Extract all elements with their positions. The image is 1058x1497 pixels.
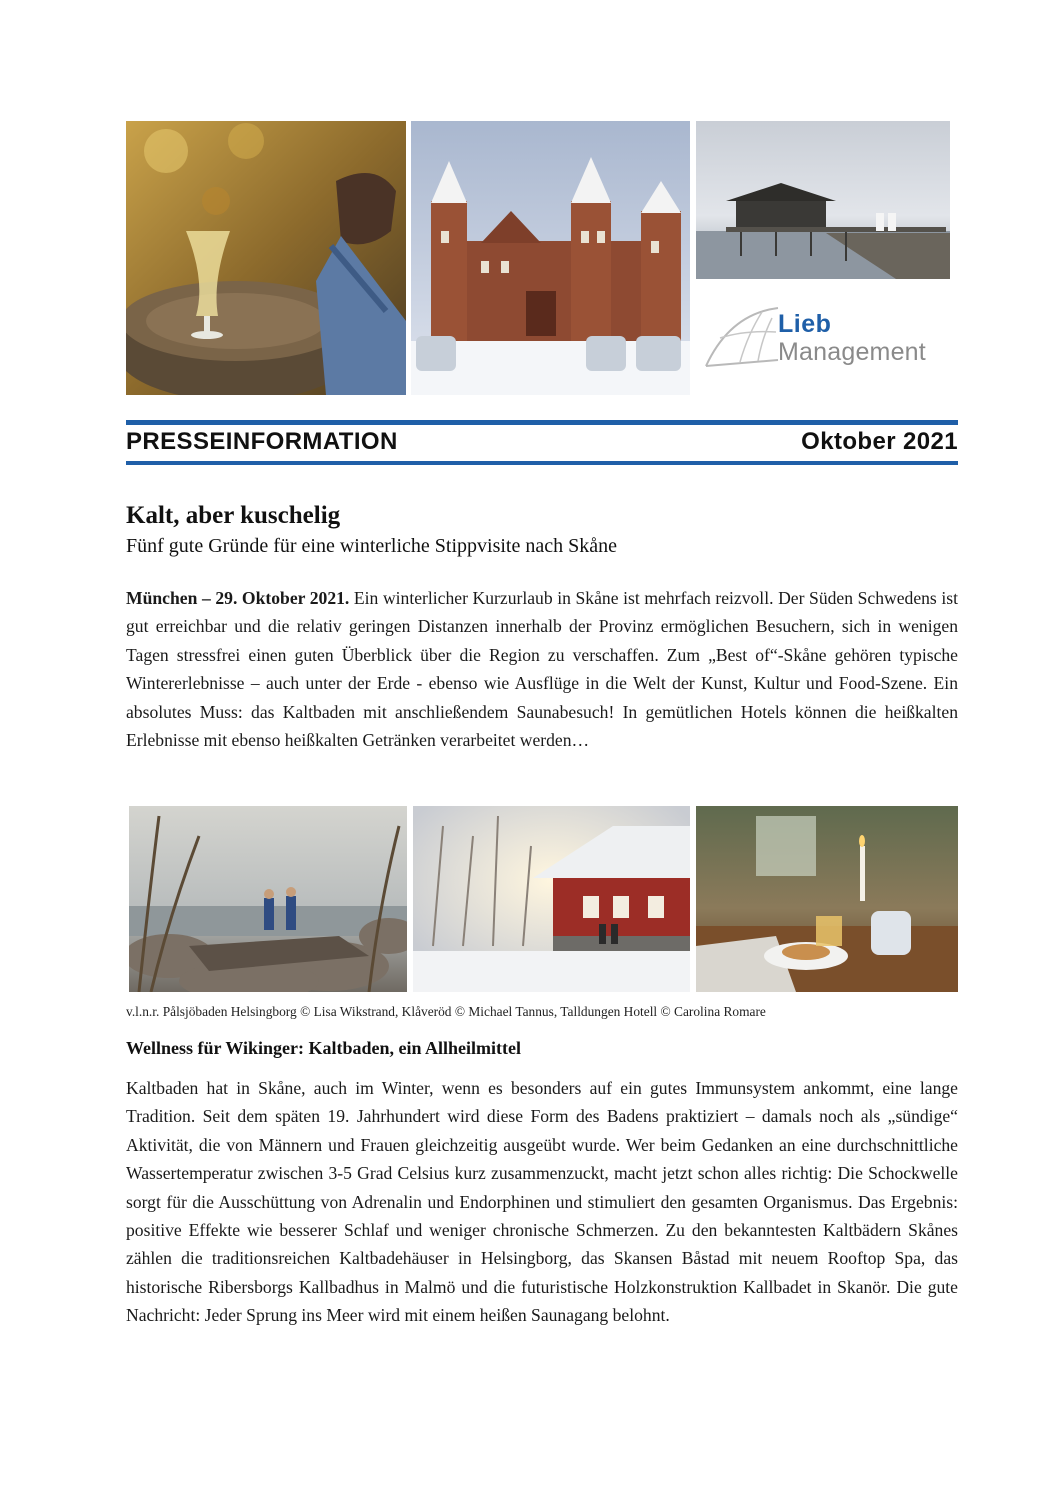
photo-women-pier: [129, 806, 407, 992]
intro-text: Ein winterlicher Kurzurlaub in Skåne ist mehrfach reizvoll. Der Süden Schwedens ist gut erreichbar und die relativ geringen Distanzen innerhalb der Provinz ermöglichen Besuchern, sich in wenigen Tagen stressfrei einen guten Überblick über die Region zu verschaffen. Zum „Best of“-Skåne gehören typische Wintererlebnisse – auch unter der Erde - ebenso wie Ausflüge in die Welt der Kunst, Kultur und Food-Szene. Ein absolutes Muss: das Kaltbaden mit anschließendem Saunabesuch! In gemütlichen Hotels können die heißkalten Erlebnisse mit ebenso heißkalten Getränken verarbeitet werden…: [126, 588, 958, 751]
press-label: PRESSEINFORMATION: [126, 428, 398, 455]
header-rule-top: [126, 420, 958, 425]
article-subline: Fünf gute Gründe für eine winterliche Stippvisite nach Skåne: [126, 535, 617, 557]
logo-globe-icon: [700, 304, 780, 374]
dateline: München – 29. Oktober 2021.: [126, 588, 350, 608]
section-paragraph-cold-bathing: Kaltbaden hat in Skåne, auch im Winter, wenn es besonders auf ein gutes Immunsystem ankommt, eine lange Tradition. Seit dem späten 19. Jahrhundert wird diese Form des Badens praktiziert – damals noch als „sündige“ Aktivität, die von Männern und Frauen gleichzeitig ausgeübt wurde. Wer beim Gedanken an eine durchschnittliche Wassertemperatur zwischen 3-5 Grad Celsius kurz zusammenzuckt, macht jetzt schon alles richtig: Die Schockwelle sorgt für die Ausschüttung von Adrenalin und Endorphinen und stimuliert den gesamten Organismus. Das Ergebnis: positive Effekte wie besserer Schlaf und weniger chronische Schmerzen. Zu den bekanntesten Kaltbädern Skånes zählen die traditionsreichen Kaltbadehäuser in Helsingborg, das Skansen Båstad mit neuem Rooftop Spa, das historische Ribersborgs Kallbadhus in Malmö und die futuristische Holzkonstruktion Kallbadet in Skanör. Die gute Nachricht: Jeder Sprung ins Meer wird mit einem heißen Saunagang belohnt.: [126, 1078, 958, 1326]
photo-castle-winter: [411, 121, 690, 395]
photo-red-house-snow: [413, 806, 690, 992]
photo-caption: v.l.n.r. Pålsjöbaden Helsingborg © Lisa Wikstrand, Klåveröd © Michael Tannus, Talldungen Hotell © Carolina Romare: [126, 1004, 766, 1019]
photo-hotel-breakfast: [696, 806, 958, 992]
header-rule-bottom: [126, 461, 958, 465]
article-headline: Kalt, aber kuschelig: [126, 502, 341, 529]
photo-autumn-wine-boot: [126, 121, 406, 395]
logo-word-lieb: Lieb: [778, 310, 832, 338]
section-heading-cold-bathing: Wellness für Wikinger: Kaltbaden, ein Allheilmittel: [126, 1038, 522, 1058]
intro-paragraph: [126, 584, 958, 754]
press-date: Oktober 2021: [801, 428, 958, 455]
lieb-management-logo: [700, 300, 950, 380]
photo-cold-bath-house: [696, 121, 950, 279]
logo-word-management: Management: [778, 338, 926, 366]
